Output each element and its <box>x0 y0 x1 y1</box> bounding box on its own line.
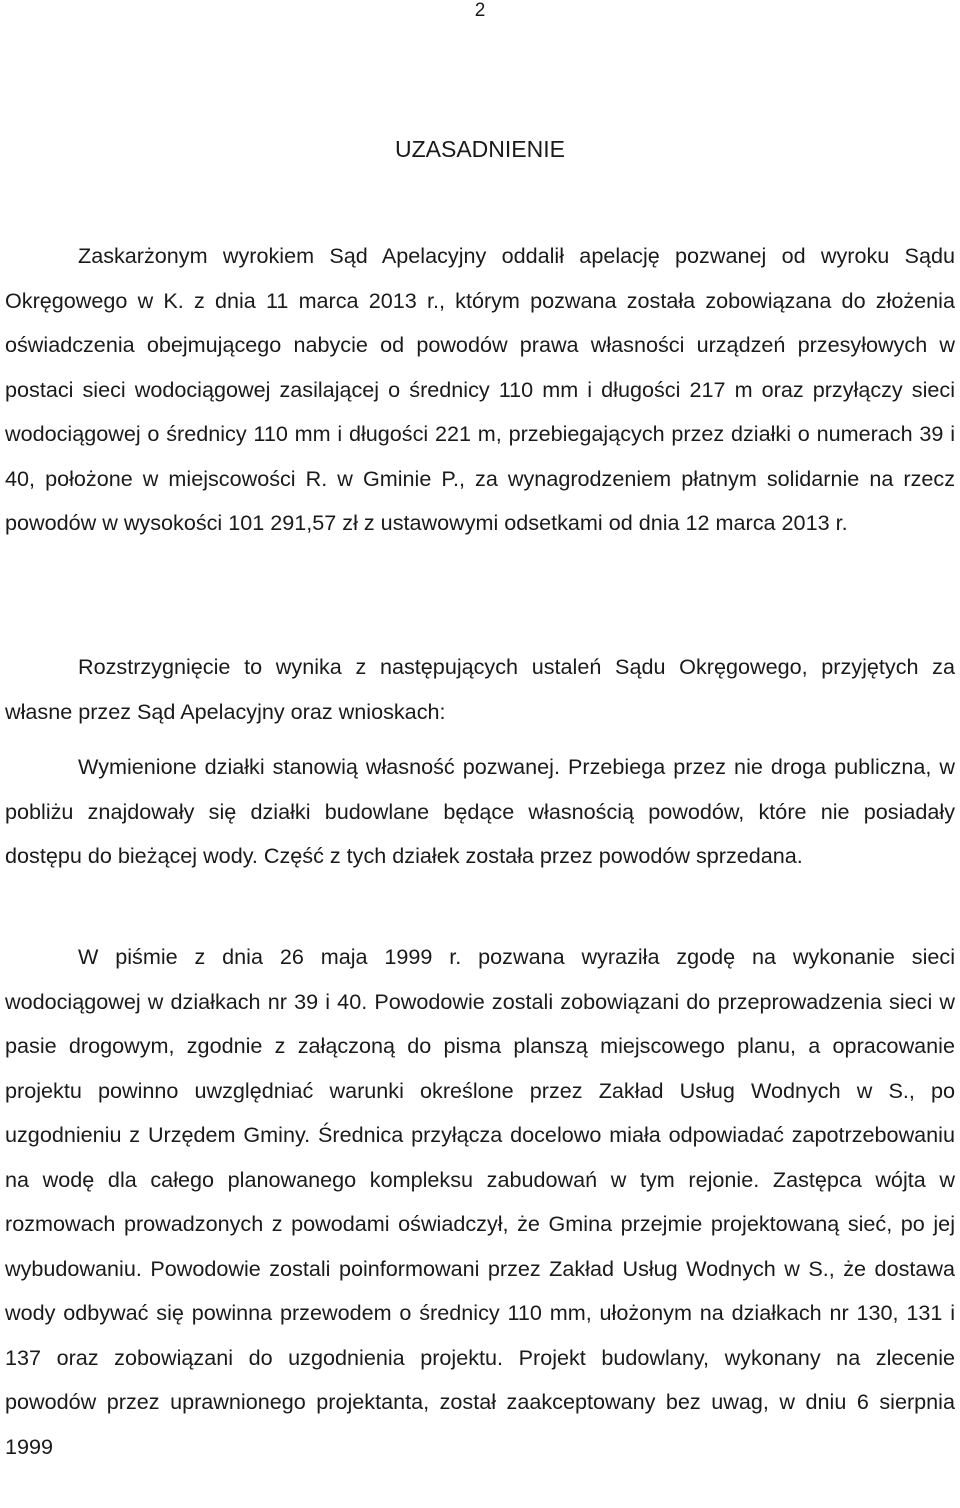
paragraph-consent-letter <box>5 935 955 1469</box>
page-number: 2 <box>474 0 486 21</box>
document-title: UZASADNIENIE <box>395 136 565 162</box>
paragraph-text: Zaskarżonym wyrokiem Sąd Apelacyjny oddalił apelację pozwanej od wyroku Sądu Okręgowego w K. z dnia 11 marca 2013 r., którym pozwana została zobowiązana do złożenia oświadczenia obejmującego nabycie od powodów prawa własności urządzeń przesyłowych w postaci sieci wodociągowej zasilającej o średnicy 110 mm i długości 217 m oraz przyłączy sieci wodociągowej o średnicy 110 mm i długości 221 m, przebiegających przez działki o numerach 39 i 40, położone w miejscowości R. w Gminie P., za wynagrodzeniem płatnym solidarnie na rzecz powodów w wysokości 101 291,57 zł z ustawowymi odsetkami od dnia 12 marca 2013 r. <box>5 243 955 535</box>
paragraph-plots-ownership <box>5 745 955 879</box>
paragraph-text: Rozstrzygnięcie to wynika z następujących ustaleń Sądu Okręgowego, przyjętych za własne przez Sąd Apelacyjny oraz wnioskach: <box>5 654 955 724</box>
paragraph-text: Wymienione działki stanowią własność pozwanej. Przebiega przez nie droga publiczna, w pobliżu znajdowały się działki budowlane będące własnością powodów, które nie posiadały dostępu do bieżącej wody. Część z tych działek została przez powodów sprzedana. <box>5 754 955 868</box>
paragraph-findings-intro <box>5 645 955 734</box>
paragraph-text: W piśmie z dnia 26 maja 1999 r. pozwana wyraziła zgodę na wykonanie sieci wodociągowej w działkach nr 39 i 40. Powodowie zostali zobowiązani do przeprowadzenia sieci w pasie drogowym, zgodnie z załączoną do pisma planszą miejscowego planu, a opracowanie projektu powinno uwzględniać warunki określone przez Zakład Usług Wodnych w S., po uzgodnieniu z Urzędem Gminy. Średnica przyłącza docelowo miała odpowiadać zapotrzebowaniu na wodę dla całego planowanego kompleksu zabudowań w tym rejonie. Zastępca wójta w rozmowach prowadzonych z powodami oświadczył, że Gmina przejmie projektowaną sieć, po jej wybudowaniu. Powodowie zostali poinformowani przez Zakład Usług Wodnych w S., że dostawa wody odbywać się powinna przewodem o średnicy 110 mm, ułożonym na działkach nr 130, 131 i 137 oraz zobowiązani do uzgodnienia projektu. Projekt budowlany, wykonany na zlecenie powodów przez uprawnionego projektanta, został zaakceptowany bez uwag, w dniu 6 sierpnia 1999 <box>5 944 955 1459</box>
paragraph-judgment-summary <box>5 234 955 546</box>
